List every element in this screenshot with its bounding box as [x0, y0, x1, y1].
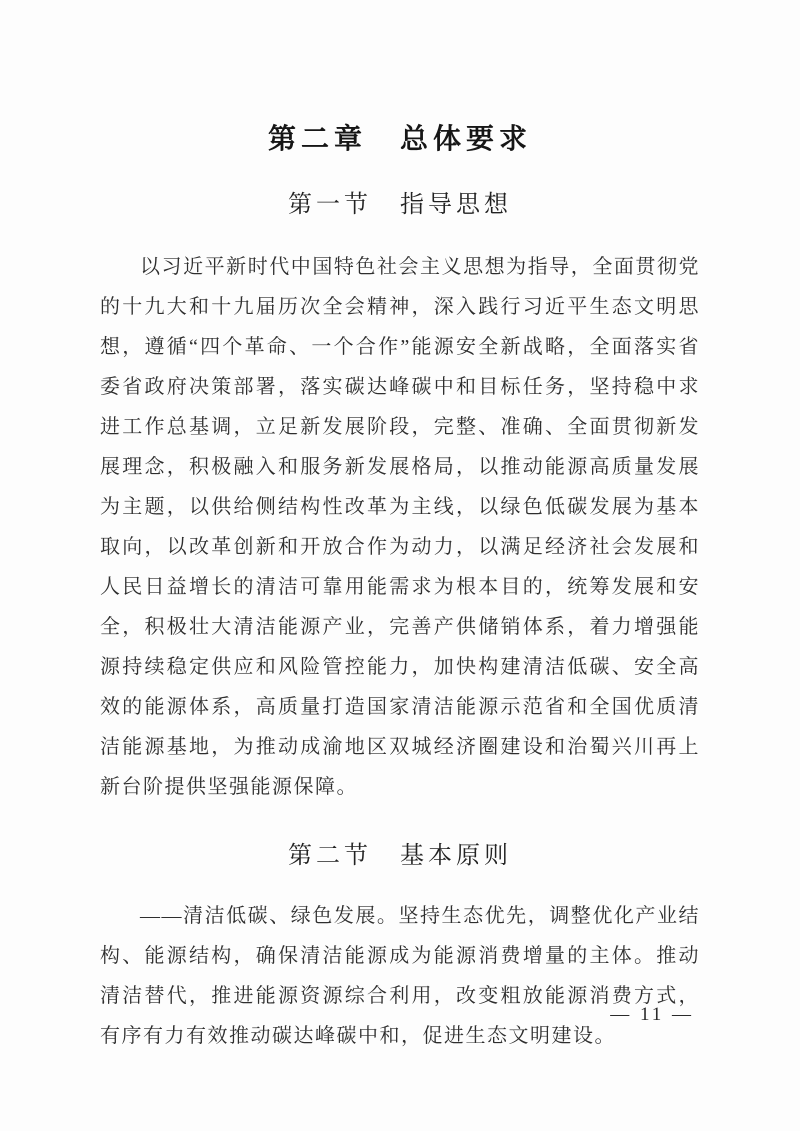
page-content [0, 122, 800, 1056]
page-number: — 11 — [610, 1004, 694, 1025]
section-2-title: 第二节 基本原则 [288, 843, 512, 869]
section-1-paragraph: 以习近平新时代中国特色社会主义思想为指导，全面贯彻党的十九大和十九届历次全会精神，深入践行习近平生态文明思想，遵循“四个革命、一个合作”能源安全新战略，全面落实省委省政府决策部署，落实碳达峰碳中和目标任务，坚持稳中求进工作总基调，立足新发展阶段，完整、准确、全面贯彻新发展理念，积极融入和服务新发展格局，以推动能源高质量发展为主题，以供给侧结构性改革为主线，以绿色低碳发展为基本取向，以改革创新和开放合作为动力，以满足经济社会发展和人民日益增长的清洁可靠用能需求为根本目的，统筹发展和安全，积极壮大清洁能源产业，完善产供储销体系，着力增强能源持续稳定供应和风险管控能力，加快构建清洁低碳、安全高效的能源体系，高质量打造国家清洁能源示范省和全国优质清洁能源基地，为推动成渝地区双城经济圈建设和治蜀兴川再上新台阶提供坚强能源保障。 [100, 256, 700, 798]
section-guiding-ideology [100, 192, 700, 807]
section-2-paragraph: ——清洁低碳、绿色发展。坚持生态优先，调整优化产业结构、能源结构，确保清洁能源成为能源消费增量的主体。推动清洁替代，推进能源资源综合利用，改变粗放能源消费方式，有序有力有效推动碳达峰碳中和，促进生态文明建设。 [100, 905, 700, 1047]
chapter-title: 第二章 总体要求 [267, 123, 532, 154]
section-1-title: 第一节 指导思想 [288, 192, 512, 218]
